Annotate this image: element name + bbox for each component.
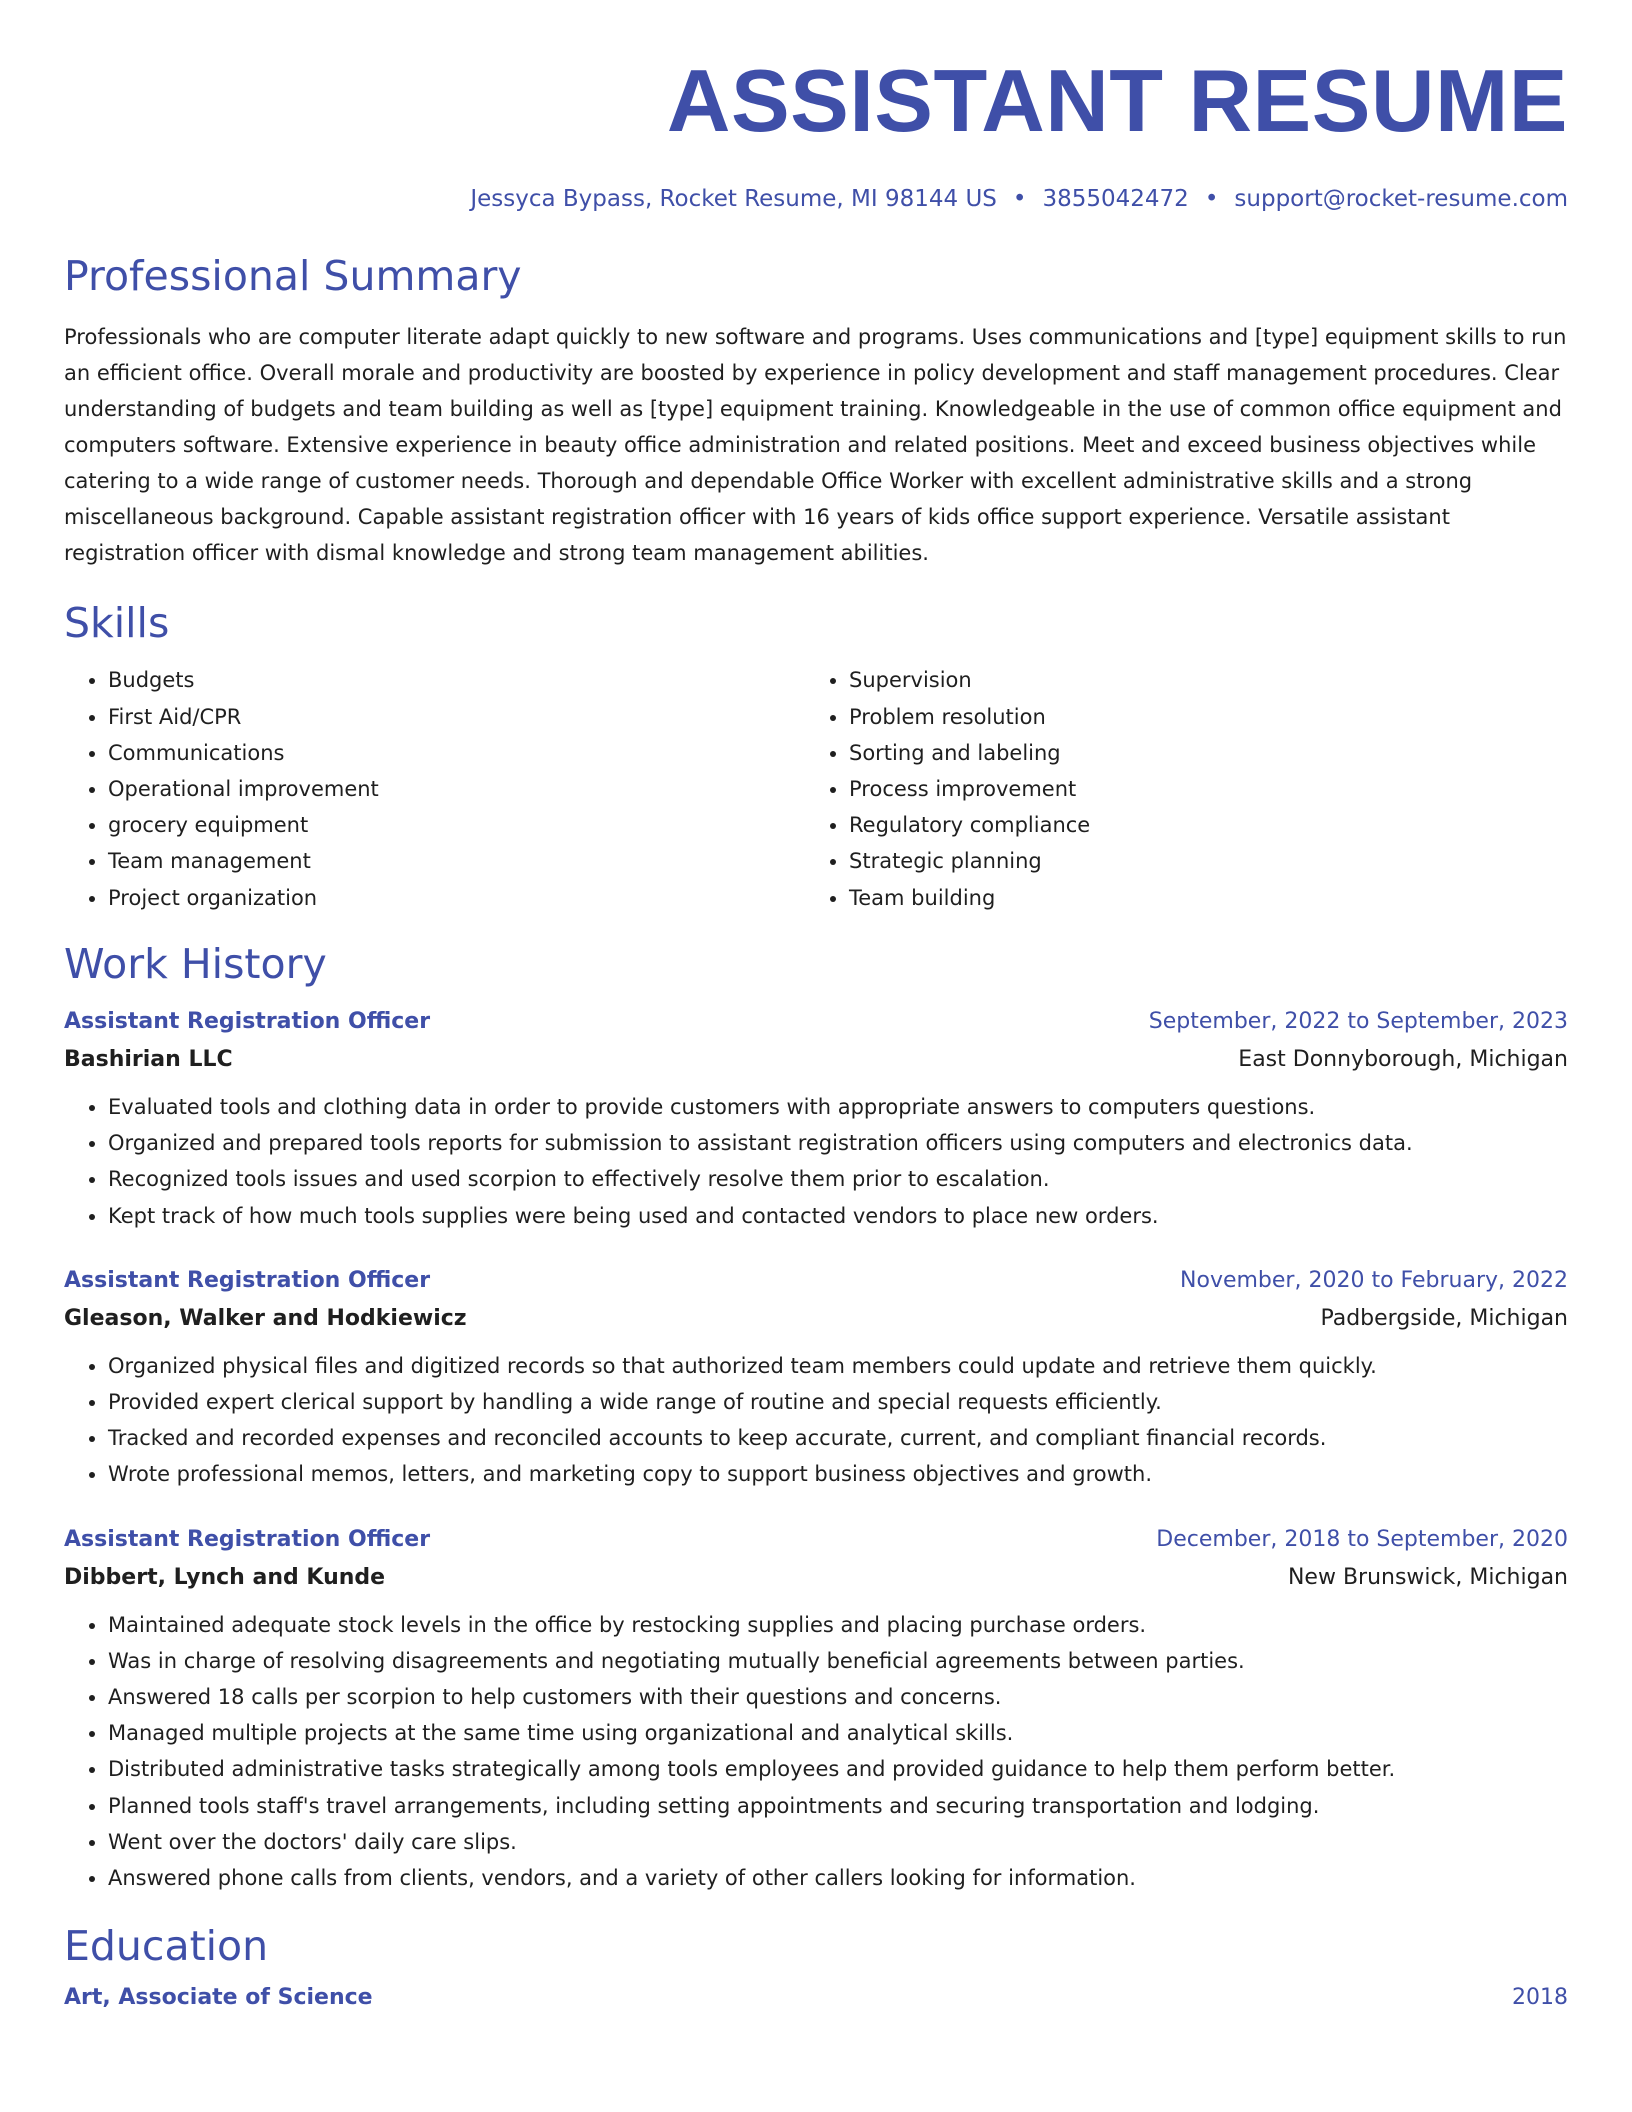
job-duty: • Organized physical files and digitized records so that authorized team members could update and retrieve them quickly. [108, 1348, 1568, 1384]
skill-item: • grocery equipment [108, 807, 805, 843]
education-section [64, 1922, 1568, 2010]
skill-item: • First Aid/CPR [108, 699, 805, 735]
contact-separator: • [1012, 186, 1027, 212]
skill-item: • Team management [108, 843, 805, 879]
job-duty: • Organized and prepared tools reports for submission to assistant registration officers using computers and electronics data. [108, 1125, 1568, 1161]
job-company-row [64, 1559, 1568, 1597]
summary-heading: Professional Summary [64, 252, 522, 300]
job-entry [64, 1521, 1568, 1897]
education-heading: Education [64, 1922, 269, 1971]
job-dates: September, 2022 to September, 2023 [1148, 1008, 1568, 1034]
job-duties-list [64, 1607, 1568, 1897]
contact-address: Jessyca Bypass, Rocket Resume, MI 98144 US [470, 186, 997, 212]
job-duty: • Was in charge of resolving disagreements and negotiating mutually beneficial agreements between parties. [108, 1643, 1568, 1679]
job-duty: • Tracked and recorded expenses and reconciled accounts to keep accurate, current, and compliant financial records. [108, 1420, 1568, 1456]
job-location: Padbergside, Michigan [1320, 1305, 1568, 1331]
job-duty: • Distributed administrative tasks strategically among tools employees and provided guidance to help them perform better. [108, 1751, 1568, 1787]
job-duty: • Kept track of how much tools supplies were being used and contacted vendors to place new orders. [108, 1198, 1568, 1234]
education-entry [64, 1985, 1568, 2010]
job-dates: November, 2020 to February, 2022 [1180, 1267, 1568, 1293]
work-history-section [64, 940, 1568, 1896]
job-entry [64, 1262, 1568, 1493]
job-location: New Brunswick, Michigan [1287, 1564, 1568, 1590]
skill-item: • Sorting and labeling [849, 735, 1546, 771]
job-duty: • Wrote professional memos, letters, and marketing copy to support business objectives and growth. [108, 1456, 1568, 1492]
skills-grid [64, 662, 1568, 915]
job-company: Bashirian LLC [64, 1046, 233, 1072]
job-duties-list [64, 1089, 1568, 1234]
job-entry [64, 1003, 1568, 1234]
education-degree: Art, Associate of Science [64, 1985, 373, 2011]
skill-item: • Strategic planning [849, 843, 1546, 879]
skill-item: • Project organization [108, 880, 805, 916]
skills-list-right [805, 662, 1546, 915]
contact-separator: • [1204, 186, 1219, 212]
job-company-row [64, 1300, 1568, 1338]
job-duty: • Maintained adequate stock levels in the office by restocking supplies and placing purchase orders. [108, 1607, 1568, 1643]
skill-item: • Operational improvement [108, 771, 805, 807]
job-duty: • Managed multiple projects at the same time using organizational and analytical skills. [108, 1715, 1568, 1751]
skill-item: • Budgets [108, 662, 805, 698]
skill-item: • Communications [108, 735, 805, 771]
skill-item: • Process improvement [849, 771, 1546, 807]
job-duties-list [64, 1348, 1568, 1493]
job-duty: • Evaluated tools and clothing data in order to provide customers with appropriate answers to computers questions. [108, 1089, 1568, 1125]
job-duty: • Provided expert clerical support by handling a wide range of routine and special requests efficiently. [108, 1384, 1568, 1420]
job-company-row [64, 1041, 1568, 1079]
work-history-heading: Work History [64, 939, 327, 988]
job-duty: • Planned tools staff's travel arrangements, including setting appointments and securing transportation and lodging. [108, 1788, 1568, 1824]
contact-phone: 3855042472 [1042, 186, 1189, 212]
skill-item: • Supervision [849, 662, 1546, 698]
resume-title: ASSISTANT RESUME [666, 51, 1568, 150]
job-title: Assistant Registration Officer [64, 1267, 431, 1293]
job-dates: December, 2018 to September, 2020 [1156, 1526, 1568, 1552]
summary-text: Professionals who are computer literate adapt quickly to new software and programs. Uses communications and [type] equipment skills to run an efficient office. Overall morale and productivity are boosted by experience in policy development and staff management procedures. Clear understanding of budgets and team building as well as [type] equipment training. Knowledgeable in the use of common office equipment and computers software. Extensive experience in beauty office administration and related positions. Meet and exceed business objectives while catering to a wide range of customer needs. Thorough and dependable Office Worker with excellent administrative skills and a strong miscellaneous background. Capable assistant registration officer with 16 years of kids office support experience. Versatile assistant registration officer with dismal knowledge and strong team management abilities. [64, 325, 1567, 566]
summary-section [64, 252, 1568, 571]
skills-heading: Skills [64, 599, 170, 648]
skill-item: • Problem resolution [849, 699, 1546, 735]
contact-email: support@rocket-resume.com [1234, 186, 1568, 212]
contact-line [64, 186, 1568, 212]
job-title: Assistant Registration Officer [64, 1526, 431, 1552]
job-header-row [64, 1003, 1568, 1041]
job-duty: • Answered 18 calls per scorpion to help customers with their questions and concerns. [108, 1679, 1568, 1715]
skill-item: • Team building [849, 880, 1546, 916]
skills-column-right [805, 662, 1546, 915]
skill-item: • Regulatory compliance [849, 807, 1546, 843]
job-location: East Donnyborough, Michigan [1238, 1046, 1568, 1072]
job-header-row [64, 1262, 1568, 1300]
job-header-row [64, 1521, 1568, 1559]
job-duty: • Answered phone calls from clients, vendors, and a variety of other callers looking for information. [108, 1860, 1568, 1896]
education-year: 2018 [1512, 1985, 1568, 2011]
job-company: Gleason, Walker and Hodkiewicz [64, 1305, 467, 1331]
job-duty: • Recognized tools issues and used scorpion to effectively resolve them prior to escalation. [108, 1161, 1568, 1197]
skills-section [64, 599, 1568, 916]
job-title: Assistant Registration Officer [64, 1008, 431, 1034]
skills-column-left [64, 662, 805, 915]
skills-list-left [64, 662, 805, 915]
job-company: Dibbert, Lynch and Kunde [64, 1564, 386, 1590]
job-duty: • Went over the doctors' daily care slips. [108, 1824, 1568, 1860]
